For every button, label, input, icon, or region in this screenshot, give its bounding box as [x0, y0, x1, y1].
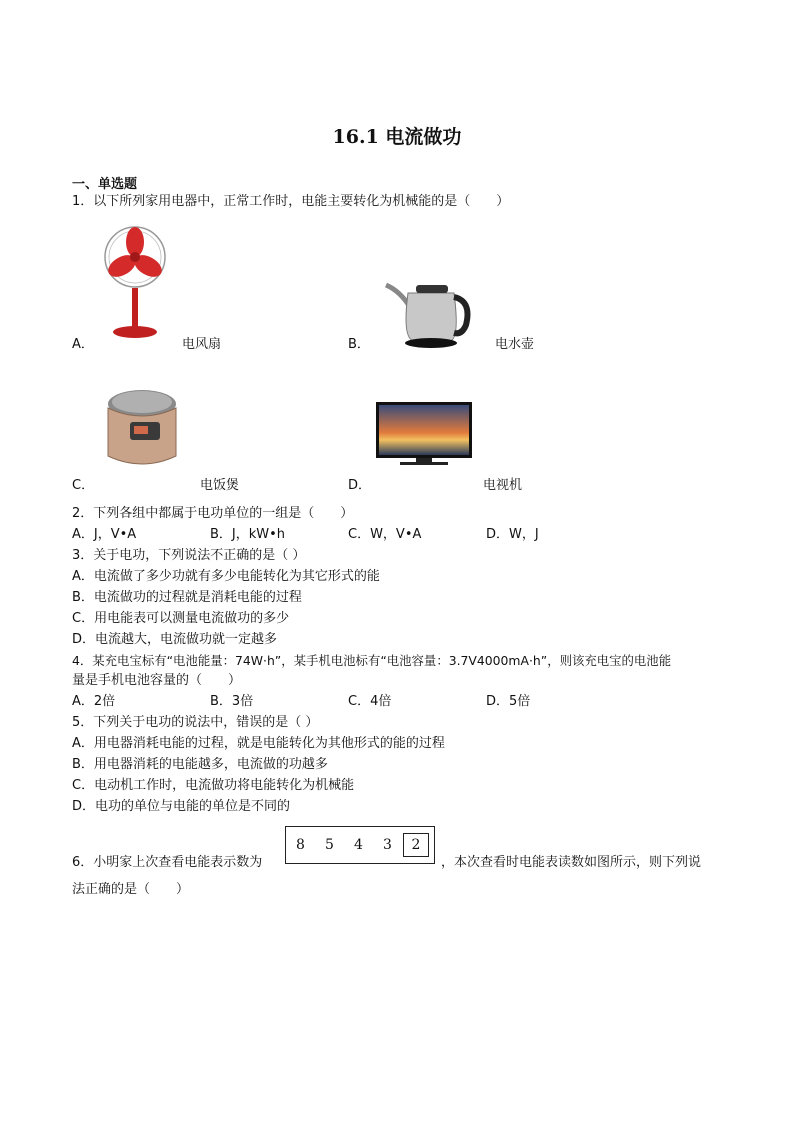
q4-option-c: C．4倍	[348, 694, 392, 709]
q4-stem-line1: 4．某充电宝标有“电池能量：74W·h”，某手机电池标有“电池容量：3.7V4000mA·h”，则该充电宝的电池能	[72, 653, 672, 668]
q1-option-d-text: 电视机	[483, 478, 523, 493]
energy-meter-reading	[285, 826, 435, 864]
meter-digit: 3	[383, 837, 392, 853]
meter-digit: 4	[354, 837, 363, 853]
q1-option-a-letter: A．	[72, 337, 94, 352]
meter-digit-decimal: 2	[403, 833, 429, 857]
q2-option-d: D．W，J	[486, 527, 539, 542]
q5-option-b: B．用电器消耗的电能越多，电流做的功越多	[72, 757, 328, 772]
q1-stem: 1．以下所列家用电器中，正常工作时，电能主要转化为机械能的是（ ）	[72, 194, 510, 209]
q5-option-a: A．用电器消耗电能的过程，就是电能转化为其他形式的能的过程	[72, 736, 445, 751]
fan-image	[100, 222, 170, 342]
meter-digit: 5	[325, 837, 334, 853]
q5-option-c: C．电动机工作时，电流做功将电能转化为机械能	[72, 778, 355, 793]
q4-option-a: A．2倍	[72, 694, 116, 709]
q1-option-b-letter: B．	[348, 337, 370, 352]
q1-option-c-letter: C．	[72, 478, 95, 493]
q2-option-a: A．J，V•A	[72, 527, 137, 542]
q2-stem: 2．下列各组中都属于电功单位的一组是（ ）	[72, 506, 354, 521]
rice-cooker-image	[102, 386, 182, 472]
q4-stem-line2: 量是手机电池容量的（ ）	[72, 673, 242, 688]
q6-stem-after: ，本次查看时电能表读数如图所示，则下列说	[441, 855, 702, 870]
q4-option-d: D．5倍	[486, 694, 531, 709]
q3-option-a: A．电流做了多少功就有多少电能转化为其它形式的能	[72, 569, 380, 584]
q1-option-d-letter: D．	[348, 478, 372, 493]
tv-image	[376, 402, 472, 468]
kettle-image	[380, 273, 472, 349]
q1-option-a-text: 电风扇	[182, 337, 222, 352]
q5-stem: 5．下列关于电功的说法中，错误的是（ ）	[72, 715, 319, 730]
section-heading: 一、单选题	[72, 177, 138, 192]
q2-option-b: B．J，kW•h	[210, 527, 286, 542]
q5-option-d: D．电功的单位与电能的单位是不同的	[72, 799, 291, 814]
q3-option-d: D．电流越大，电流做功就一定越多	[72, 632, 278, 647]
q1-option-c-text: 电饭煲	[200, 478, 240, 493]
q4-option-b: B．3倍	[210, 694, 254, 709]
q3-stem: 3．关于电功，下列说法不正确的是（ ）	[72, 548, 306, 563]
q6-stem-line2: 法正确的是（ ）	[72, 882, 190, 897]
q2-option-c: C．W，V•A	[348, 527, 422, 542]
page-title: 16.1 电流做功	[332, 126, 462, 148]
q1-option-b-text: 电水壶	[495, 337, 535, 352]
q3-option-c: C．用电能表可以测量电流做功的多少	[72, 611, 290, 626]
q6-stem-before: 6．小明家上次查看电能表示数为	[72, 855, 263, 870]
meter-digit: 8	[296, 837, 305, 853]
q3-option-b: B．电流做功的过程就是消耗电能的过程	[72, 590, 302, 605]
